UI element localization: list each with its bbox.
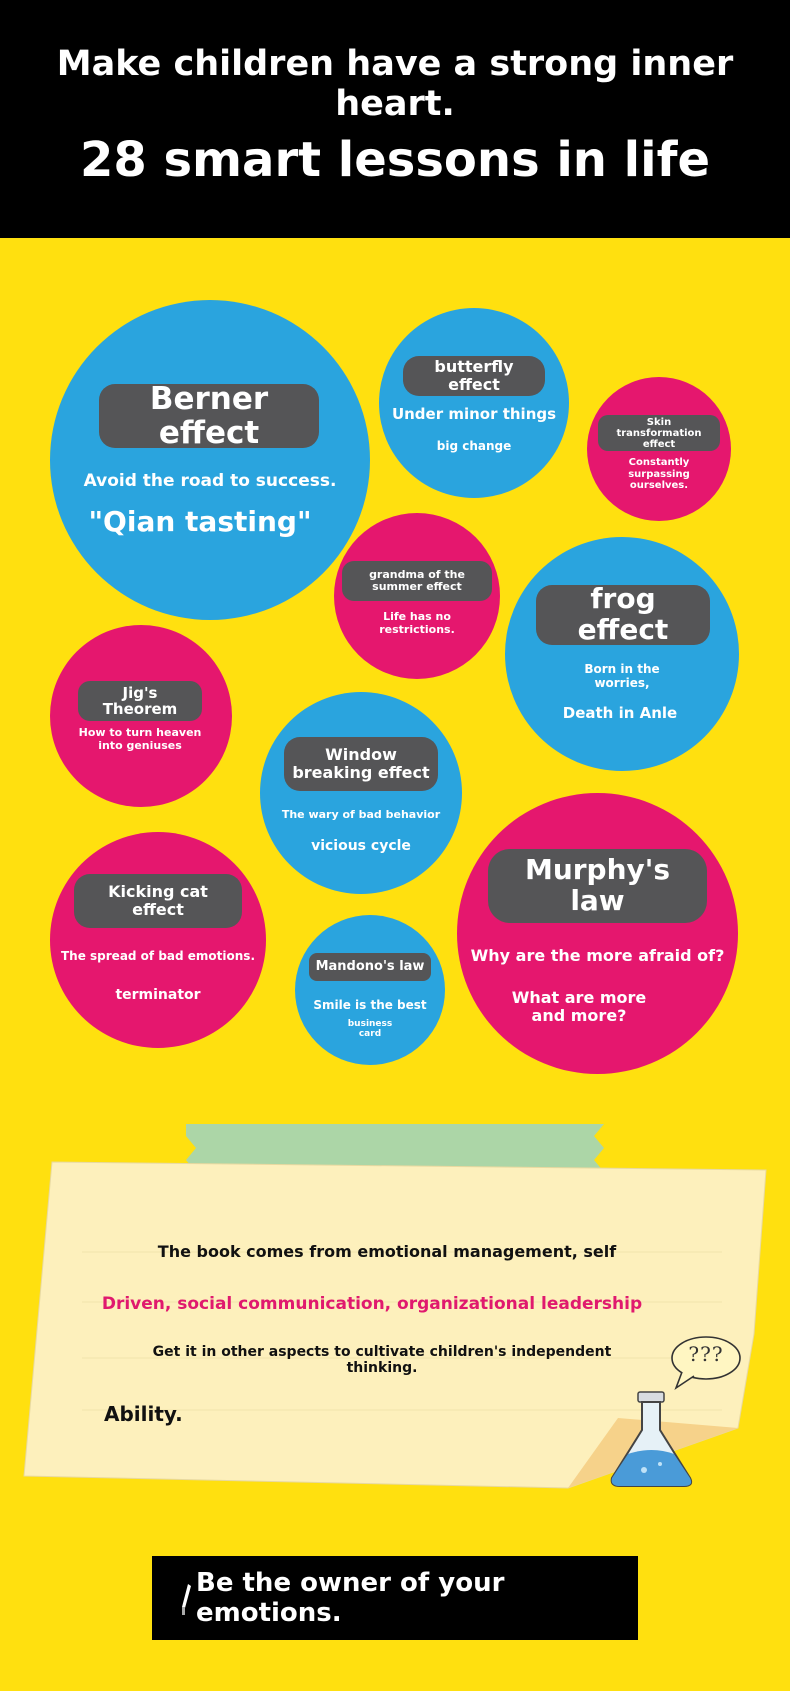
bubble-title: grandma of the summer effect — [342, 561, 492, 601]
bubble-text: Smile is the best — [313, 998, 427, 1012]
bubble-title: Jig's Theorem — [78, 681, 202, 721]
bubble-text: terminator — [115, 987, 201, 1003]
bubble-text: How to turn heaven into geniuses — [78, 726, 202, 752]
note-line-2: Driven, social communication, organizational leadership — [101, 1294, 643, 1314]
bubble-text: Why are the more afraid of? — [470, 946, 725, 965]
bubble-butterfly-effect — [379, 308, 569, 498]
bubble-text: Born in the worries, — [584, 662, 660, 690]
bubble-mandonos-law — [295, 915, 445, 1065]
bubble-berner-effect — [50, 300, 370, 620]
bubble-text: "Qian tasting" — [88, 505, 312, 538]
bubble-text: What are more and more? — [511, 988, 647, 1026]
footer-slogan: Be the owner of your emotions. — [196, 1568, 505, 1628]
bubble-jigs-theorem — [50, 625, 232, 807]
note-line-1: The book comes from emotional management, self — [157, 1242, 617, 1261]
bubble-text: Death in Anle — [562, 704, 678, 722]
bubble-text: Constantly surpassing ourselves. — [628, 457, 690, 491]
header-subtitle: Make children have a strong inner heart. — [56, 44, 734, 124]
bubble-title: Berner effect — [99, 384, 319, 448]
bubble-text: The wary of bad behavior — [281, 808, 441, 821]
bubble-text: big change — [436, 439, 512, 453]
bubble-title: Murphy's law — [488, 849, 707, 923]
flask-icon — [604, 1390, 700, 1490]
bubble-text: Under minor things — [391, 405, 557, 423]
bubble-grandma-summer-effect — [334, 513, 500, 679]
bubble-title: Window breaking effect — [284, 737, 438, 791]
note-line-3: Get it in other aspects to cultivate children's independent thinking. — [152, 1344, 612, 1377]
bubble-title: Skin transformation effect — [598, 415, 720, 451]
bubble-kicking-cat-effect — [50, 832, 266, 1048]
note-line-4: Ability. — [104, 1402, 183, 1426]
header-title: 28 smart lessons in life — [79, 132, 711, 188]
bubble-frog-effect — [505, 537, 739, 771]
bubble-title: butterfly effect — [403, 356, 545, 396]
bubble-text: Avoid the road to success. — [83, 471, 337, 491]
bubble-murphys-law — [457, 793, 738, 1074]
bubble-window-breaking-effect — [260, 692, 462, 894]
bubble-text: business card — [347, 1019, 393, 1040]
bubble-text: The spread of bad emotions. — [60, 949, 256, 963]
pen-icon — [180, 1582, 192, 1616]
bubble-text: Life has no restrictions. — [379, 610, 455, 636]
bubble-title: Kicking cat effect — [74, 874, 242, 928]
question-marks: ??? — [688, 1342, 724, 1366]
bubble-skin-transformation-effect — [587, 377, 731, 521]
header-banner — [0, 0, 790, 238]
bubble-title: Mandono's law — [309, 953, 431, 981]
bubble-text: vicious cycle — [311, 838, 411, 854]
bubble-title: frog effect — [536, 585, 710, 645]
footer-banner — [152, 1556, 638, 1640]
question-speech-bubble — [668, 1334, 742, 1380]
